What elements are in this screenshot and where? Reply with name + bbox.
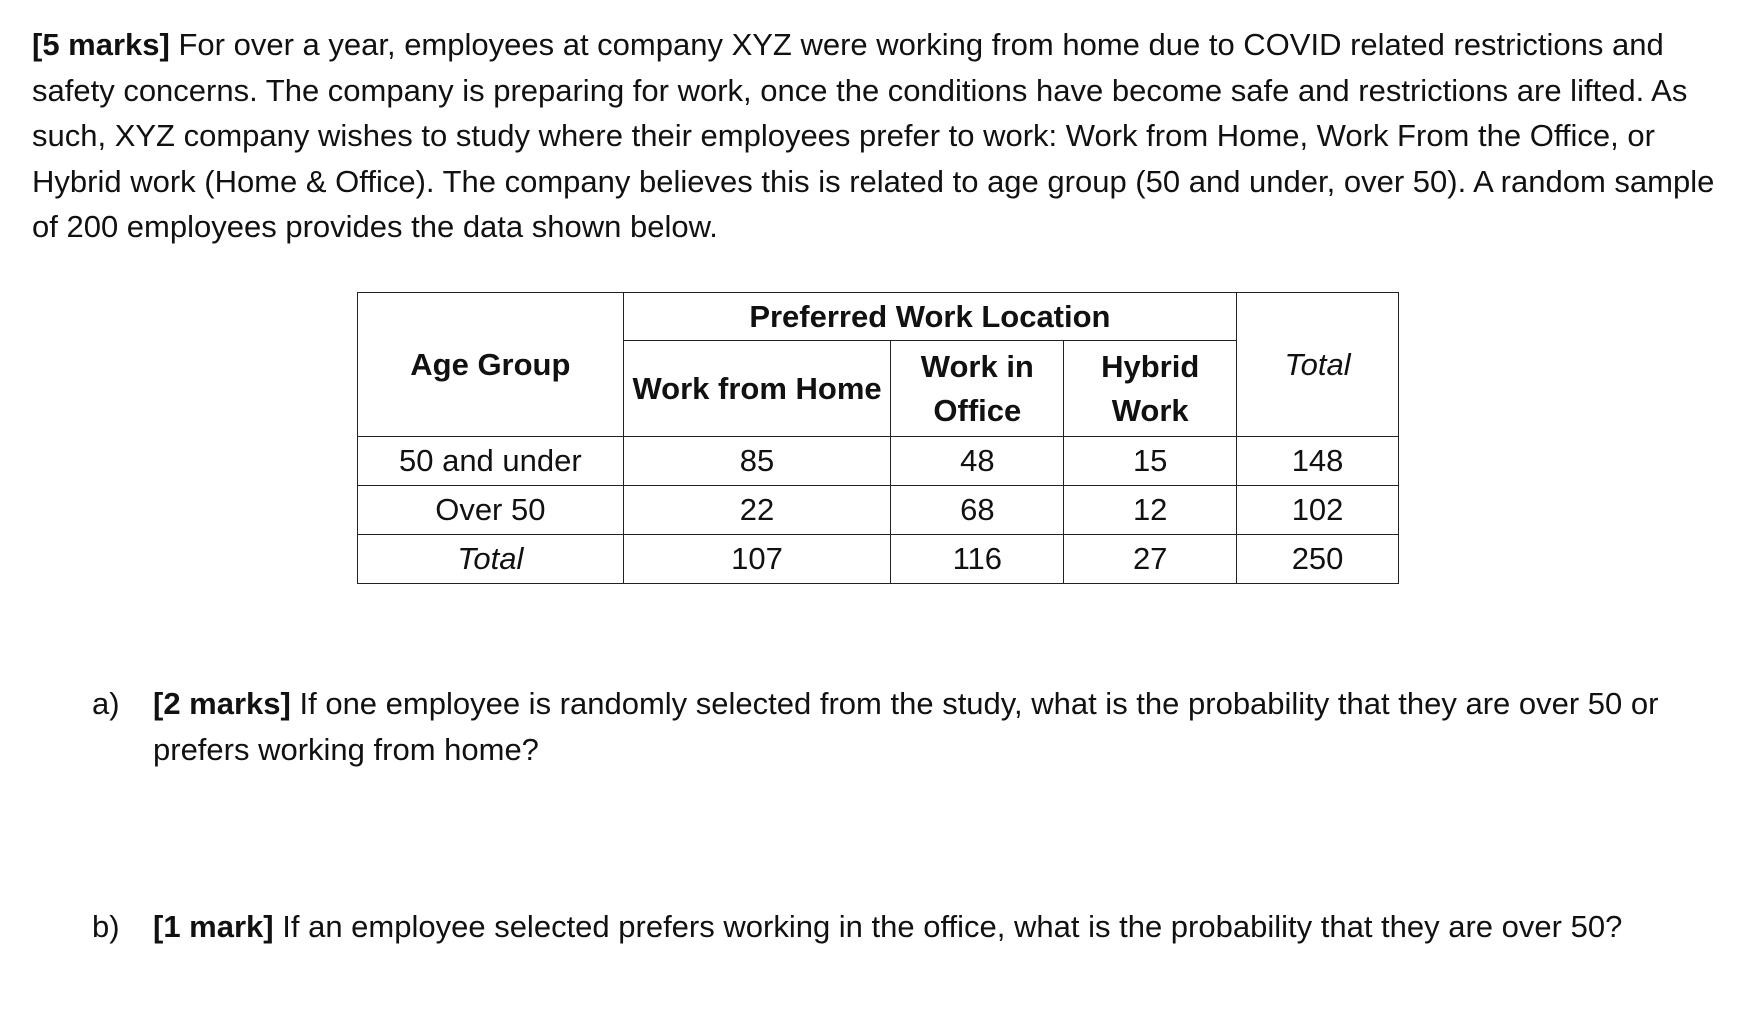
- contingency-table: [357, 292, 1399, 584]
- row-total: 102: [1237, 486, 1399, 535]
- question-a: [92, 681, 1732, 772]
- intro-marks: [5 marks]: [32, 27, 170, 62]
- table-cell: 85: [623, 437, 891, 486]
- table-cell: 22: [623, 486, 891, 535]
- table-cell: 116: [891, 535, 1064, 584]
- table-header-row-1: [358, 293, 1399, 341]
- question-marks: [2 marks]: [153, 686, 291, 721]
- question-label: a): [92, 686, 120, 721]
- table-cell: 107: [623, 535, 891, 584]
- question-body: If an employee selected prefers working in the office, what is the probability that they are over 50?: [282, 909, 1623, 944]
- question-text: [153, 681, 1732, 772]
- question-body: If one employee is randomly selected from the study, what is the probability that they are over 50 or prefers working from home?: [153, 686, 1659, 767]
- question-b: [92, 904, 1732, 950]
- row-label: Over 50: [358, 486, 624, 535]
- age-group-header: Age Group: [358, 293, 624, 437]
- table-cell: 15: [1064, 437, 1237, 486]
- table-cell: 48: [891, 437, 1064, 486]
- row-total: 148: [1237, 437, 1399, 486]
- question-text: [153, 904, 1732, 950]
- table-cell: 68: [891, 486, 1064, 535]
- question-label: b): [92, 909, 120, 944]
- preferred-location-header: Preferred Work Location: [623, 293, 1236, 341]
- question-marks: [1 mark]: [153, 909, 274, 944]
- problem-intro: [32, 22, 1742, 250]
- row-label: Total: [358, 535, 624, 584]
- table-cell: 27: [1064, 535, 1237, 584]
- total-header: Total: [1237, 293, 1399, 437]
- col-header-hybrid: Hybrid Work: [1064, 341, 1237, 437]
- col-header-home: Work from Home: [623, 341, 891, 437]
- table-cell: 12: [1064, 486, 1237, 535]
- table-row: [358, 486, 1399, 535]
- row-total: 250: [1237, 535, 1399, 584]
- intro-text: For over a year, employees at company XYZ were working from home due to COVID related restrictions and safety concerns. The company is preparing for work, once the conditions have become safe and restrictions are lifted. As such, XYZ company wishes to study where their employees prefer to work: Work from Home, Work From the Office, or Hybrid work (Home & Office). The company believes this is related to age group (50 and under, over 50). A random sample of 200 employees provides the data shown below.: [32, 27, 1715, 244]
- table-row: [358, 437, 1399, 486]
- table-row-total: [358, 535, 1399, 584]
- col-header-office: Work in Office: [891, 341, 1064, 437]
- row-label: 50 and under: [358, 437, 624, 486]
